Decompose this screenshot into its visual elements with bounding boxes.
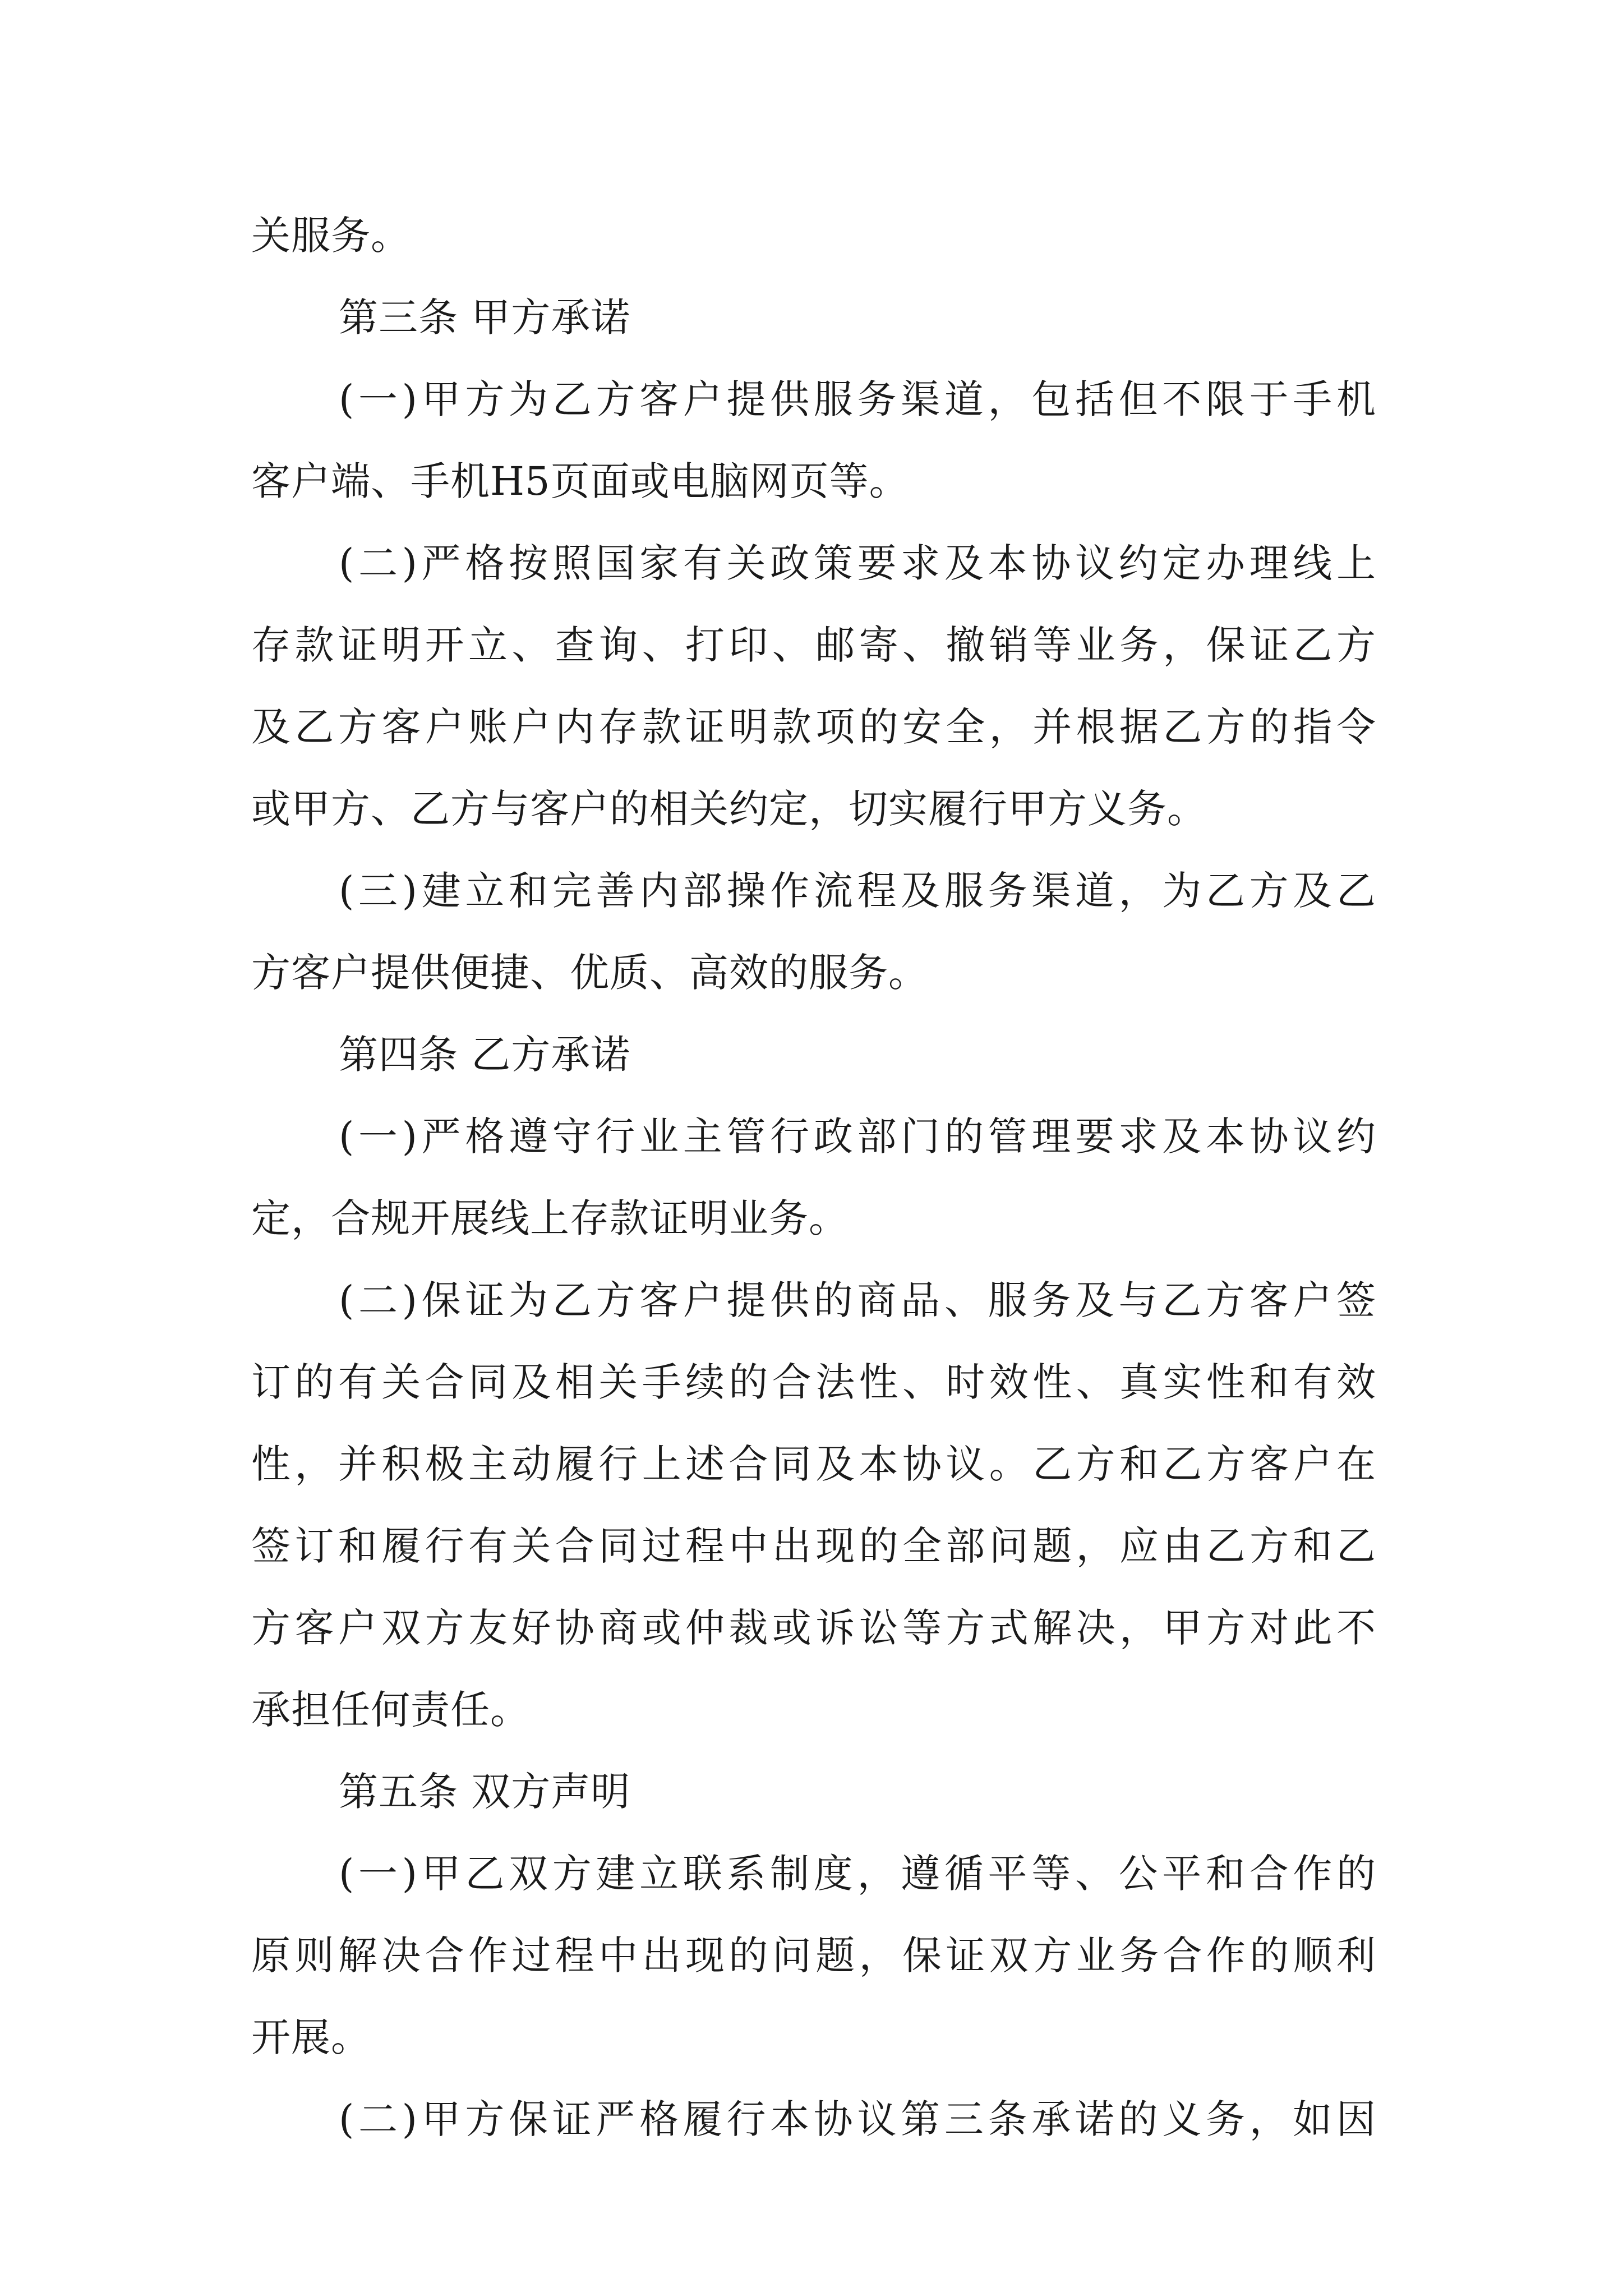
- section-heading: 第三条 甲方承诺: [339, 295, 631, 341]
- text-line: 原则解决合作过程中出现的问题，保证双方业务合作的顺利: [251, 1932, 1376, 1978]
- text-line: (二)甲方保证严格履行本协议第三条承诺的义务，如因: [339, 2096, 1376, 2142]
- text-line: 订的有关合同及相关手续的合法性、时效性、真实性和有效: [251, 1359, 1376, 1405]
- text-line: 方客户提供便捷、优质、高效的服务。: [251, 950, 928, 996]
- section-heading: 第五条 双方声明: [339, 1769, 631, 1815]
- section-heading: 第四条 乙方承诺: [339, 1032, 631, 1078]
- text-line: 承担任何责任。: [251, 1687, 530, 1733]
- text-line: 关服务。: [251, 213, 411, 259]
- text-line: (一)严格遵守行业主管行政部门的管理要求及本协议约: [339, 1114, 1376, 1159]
- text-line: 客户端、手机H5页面或电脑网页等。: [251, 458, 909, 504]
- text-line: 或甲方、乙方与客户的相关约定，切实履行甲方义务。: [251, 786, 1207, 832]
- text-line: 方客户双方友好协商或仲裁或诉讼等方式解决，甲方对此不: [251, 1605, 1376, 1651]
- text-line: (二)保证为乙方客户提供的商品、服务及与乙方客户签: [339, 1277, 1376, 1323]
- text-line: (二)严格按照国家有关政策要求及本协议约定办理线上: [339, 540, 1376, 586]
- text-line: (三)建立和完善内部操作流程及服务渠道，为乙方及乙: [339, 868, 1376, 914]
- text-line: 开展。: [251, 2014, 371, 2060]
- text-line: 性，并积极主动履行上述合同及本协议。乙方和乙方客户在: [251, 1441, 1376, 1487]
- text-line: (一)甲方为乙方客户提供服务渠道，包括但不限于手机: [339, 376, 1376, 422]
- text-line: 签订和履行有关合同过程中出现的全部问题，应由乙方和乙: [251, 1523, 1376, 1569]
- text-line: 存款证明开立、查询、打印、邮寄、撤销等业务，保证乙方: [251, 622, 1376, 668]
- text-line: (一)甲乙双方建立联系制度，遵循平等、公平和合作的: [339, 1851, 1376, 1897]
- text-line: 定，合规开展线上存款证明业务。: [251, 1195, 849, 1241]
- text-line: 及乙方客户账户内存款证明款项的安全，并根据乙方的指令: [251, 704, 1376, 750]
